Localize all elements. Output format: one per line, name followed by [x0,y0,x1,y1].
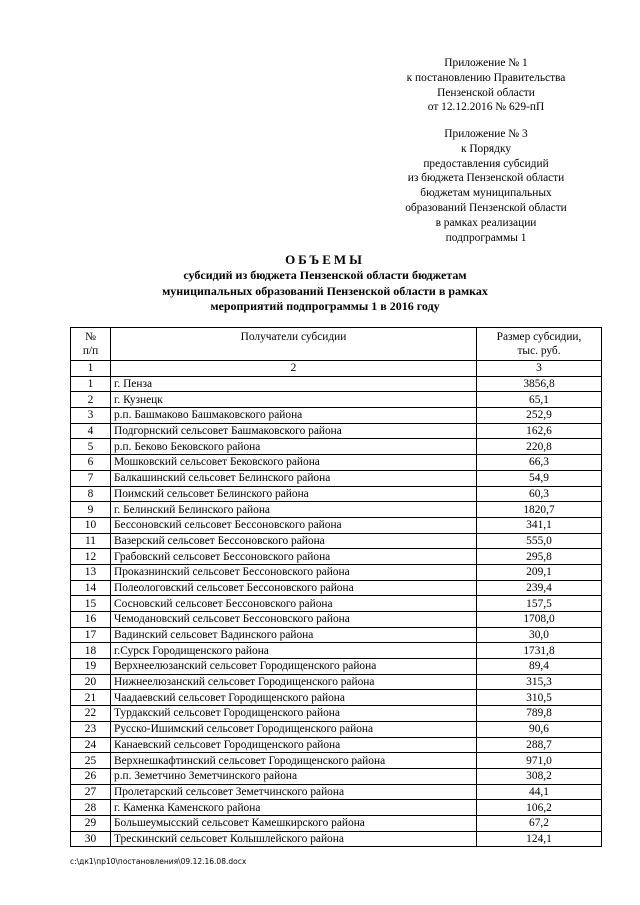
row-number: 26 [71,768,111,784]
table-row [71,800,602,816]
row-number: 14 [71,580,111,596]
document-title [60,252,590,315]
row-amount: 310,5 [477,690,602,706]
row-number: 16 [71,612,111,628]
row-amount: 1731,8 [477,643,602,659]
row-amount: 555,0 [477,533,602,549]
table-row [71,408,602,424]
row-recipient: Поимский сельсовет Белинского района [111,486,477,502]
row-recipient: г.Сурск Городищенского района [111,643,477,659]
row-amount: 295,8 [477,549,602,565]
appendix-3-line: подпрограммы 1 [445,231,527,244]
row-amount: 971,0 [477,753,602,769]
table-header-row [71,328,602,361]
row-number: 12 [71,549,111,565]
row-recipient: Чаадаевский сельсовет Городищенского района [111,690,477,706]
row-recipient: Турдакский сельсовет Городищенского района [111,706,477,722]
row-number: 9 [71,502,111,518]
row-amount: 220,8 [477,439,602,455]
row-recipient: Пролетарский сельсовет Земетчинского района [111,784,477,800]
row-amount: 124,1 [477,831,602,847]
table-row [71,486,602,502]
row-amount: 288,7 [477,737,602,753]
row-recipient: Канаевский сельсовет Городищенского района [111,737,477,753]
row-recipient: Нижнеелюзанский сельсовет Городищенского района [111,674,477,690]
row-amount: 209,1 [477,564,602,580]
row-recipient: Грабовский сельсовет Бессоновского района [111,549,477,565]
row-number: 23 [71,721,111,737]
row-recipient: Проказнинский сельсовет Бессоновского района [111,564,477,580]
row-number: 18 [71,643,111,659]
table-row [71,768,602,784]
row-recipient: Большеумысский сельсовет Камешкирского района [111,815,477,831]
appendix-1-line: Приложение № 1 [444,57,528,69]
row-amount: 252,9 [477,408,602,424]
table-row [71,564,602,580]
table-row [71,627,602,643]
table-row [71,737,602,753]
table-row [71,580,602,596]
file-path-footer: c:\дк1\пр10\постановления\09.12.16.08.docx [70,857,247,866]
appendix-3-line: образований Пензенской области [405,201,567,214]
table-row [71,549,602,565]
row-recipient: Мошковский сельсовет Бековского района [111,455,477,471]
row-number: 3 [71,408,111,424]
row-number: 13 [71,564,111,580]
table-row [71,517,602,533]
row-number: 15 [71,596,111,612]
row-number: 6 [71,455,111,471]
row-number: 27 [71,784,111,800]
appendix-3-line: предоставления субсидий [423,157,549,170]
row-number: 1 [71,376,111,392]
row-recipient: Верхнеелюзанский сельсовет Городищенского района [111,659,477,675]
row-recipient: г. Каменка Каменского района [111,800,477,816]
header-number: № п/п [71,328,111,361]
subsidy-table [70,327,602,847]
row-recipient: Вазерский сельсовет Бессоновского района [111,533,477,549]
table-row [71,455,602,471]
row-recipient: Подгорнский сельсовет Башмаковского района [111,423,477,439]
row-number: 7 [71,470,111,486]
row-amount: 1708,0 [477,612,602,628]
title-heading: ОБЪЕМЫ [285,252,365,267]
table-row [71,643,602,659]
table-row [71,502,602,518]
row-amount: 44,1 [477,784,602,800]
row-number: 28 [71,800,111,816]
row-recipient: Балкашинский сельсовет Белинского района [111,470,477,486]
row-amount: 239,4 [477,580,602,596]
table-row [71,439,602,455]
row-number: 22 [71,706,111,722]
appendix-3-line: из бюджета Пензенской области [407,172,565,185]
title-line: мероприятий подпрограммы 1 в 2016 году [210,299,440,314]
row-amount: 341,1 [477,517,602,533]
row-recipient: г. Белинский Белинского района [111,502,477,518]
appendix-1-line: Пензенской области [437,86,535,99]
column-number-row [71,361,602,377]
row-number: 8 [71,486,111,502]
appendix-1-line: к постановлению Правительства [406,71,566,84]
row-amount: 30,0 [477,627,602,643]
row-recipient: Сосновский сельсовет Бессоновского района [111,596,477,612]
appendix-3-block [375,127,597,245]
appendix-1-block [375,56,597,115]
row-recipient: Трескинский сельсовет Колышлейского района [111,831,477,847]
row-recipient: г. Кузнецк [111,392,477,408]
row-recipient: Полеологовский сельсовет Бессоновского района [111,580,477,596]
row-number: 29 [71,815,111,831]
appendix-3-line: в рамках реализации [435,216,537,229]
row-recipient: р.п. Земетчино Земетчинского района [111,768,477,784]
row-amount: 162,6 [477,423,602,439]
table-row [71,423,602,439]
row-recipient: Вадинский сельсовет Вадинского района [111,627,477,643]
row-number: 19 [71,659,111,675]
header-amount: Размер субсидии, тыс. руб. [477,328,602,361]
row-recipient: Верхнешкафтинский сельсовет Городищенского района [111,753,477,769]
row-number: 25 [71,753,111,769]
table-row [71,376,602,392]
appendix-1-line: от 12.12.2016 № 629-пП [427,101,545,114]
row-recipient: Чемодановский сельсовет Бессоновского района [111,612,477,628]
row-number: 4 [71,423,111,439]
row-recipient: Бессоновский сельсовет Бессоновского района [111,517,477,533]
row-amount: 90,6 [477,721,602,737]
appendix-3-line: Приложение № 3 [444,128,528,140]
row-number: 24 [71,737,111,753]
row-amount: 66,3 [477,455,602,471]
row-number: 11 [71,533,111,549]
table-row [71,533,602,549]
row-number: 2 [71,392,111,408]
table-row [71,470,602,486]
table-row [71,392,602,408]
row-number: 10 [71,517,111,533]
appendix-3-line: к Порядку [460,142,512,155]
row-amount: 106,2 [477,800,602,816]
table-row [71,706,602,722]
row-amount: 1820,7 [477,502,602,518]
row-recipient: р.п. Башмаково Башмаковского района [111,408,477,424]
column-number: 1 [71,361,111,377]
row-amount: 89,4 [477,659,602,675]
column-number: 2 [111,361,477,377]
row-amount: 54,9 [477,470,602,486]
row-amount: 3856,8 [477,376,602,392]
table-row [71,659,602,675]
row-number: 17 [71,627,111,643]
table-row [71,815,602,831]
column-number: 3 [477,361,602,377]
row-number: 30 [71,831,111,847]
row-recipient: Русско-Ишимский сельсовет Городищенского района [111,721,477,737]
row-amount: 60,3 [477,486,602,502]
table-row [71,721,602,737]
row-amount: 65,1 [477,392,602,408]
table-row [71,831,602,847]
title-line: субсидий из бюджета Пензенской области бюджетам [183,268,467,283]
row-amount: 157,5 [477,596,602,612]
row-number: 21 [71,690,111,706]
row-amount: 789,8 [477,706,602,722]
row-number: 20 [71,674,111,690]
table-row [71,612,602,628]
table-row [71,690,602,706]
appendix-3-line: бюджетам муниципальных [420,187,552,200]
title-line: муниципальных образований Пензенской области в рамках [162,283,488,298]
row-amount: 308,2 [477,768,602,784]
table-row [71,596,602,612]
table-row [71,674,602,690]
row-recipient: р.п. Беково Бековского района [111,439,477,455]
row-number: 5 [71,439,111,455]
row-amount: 67,2 [477,815,602,831]
table-row [71,784,602,800]
row-recipient: г. Пенза [111,376,477,392]
row-amount: 315,3 [477,674,602,690]
table-row [71,753,602,769]
header-recipient: Получатели субсидии [111,328,477,361]
